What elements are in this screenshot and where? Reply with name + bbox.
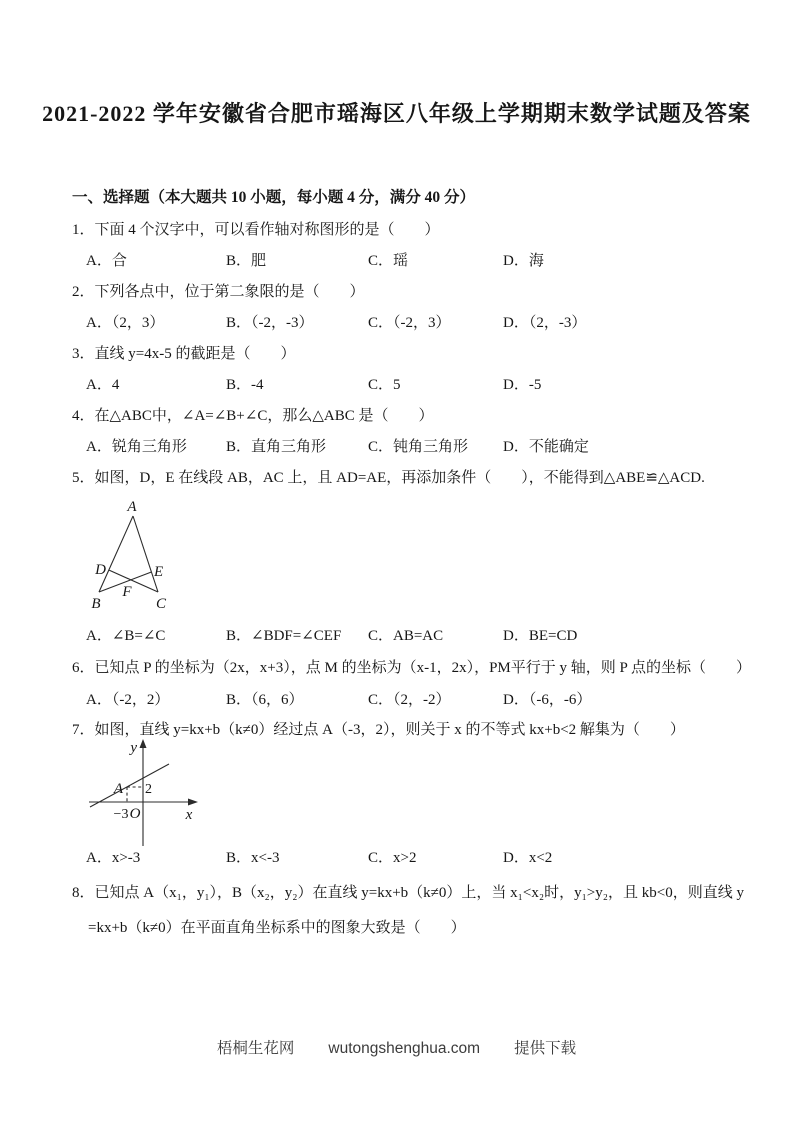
option-2c: C．（-2，3） <box>368 315 451 331</box>
option-7b: B．x<-3 <box>226 850 280 866</box>
option-4c: C．钝角三角形 <box>368 439 469 455</box>
page-title: 2021-2022 学年安徽省合肥市瑶海区八年级上学期期末数学试题及答案 <box>42 101 751 126</box>
question-7-text: 7．如图，直线 y=kx+b（k≠0）经过点 A（-3，2），则关于 x 的不等式 kx+b<2 解集为（ ） <box>72 722 685 738</box>
option-4b: B．直角三角形 <box>226 439 327 455</box>
label-d: D <box>95 562 106 578</box>
option-6b: B．（6，6） <box>226 692 304 708</box>
question-2-options <box>86 313 769 333</box>
question-5-options <box>86 626 769 646</box>
y-axis-arrow <box>140 739 147 748</box>
option-5d: D．BE=CD <box>503 628 578 644</box>
question-8-text-line1: 8．已知点 A（x₁，y₁），B（x₂，y₂）在直线 y=kx+b（k≠0）上，当 x₁<x₂时，y₁>y₂，且 kb<0，则直线 y <box>72 885 744 901</box>
x-axis-label: x <box>185 807 193 823</box>
triangle-figure <box>85 496 185 614</box>
option-5a: A．∠B=∠C <box>86 628 166 644</box>
question-1-options <box>86 251 769 271</box>
option-3b: B．-4 <box>226 377 264 393</box>
question-5-text: 5．如图，D，E 在线段 AB，AC 上，且 AD=AE，再添加条件（ ），不能得到△ABE≌△ACD. <box>72 470 705 486</box>
question-3-text: 3．直线 y=4x-5 的截距是（ ） <box>72 346 296 362</box>
segment-dc <box>109 570 158 592</box>
label-b: B <box>91 596 101 612</box>
footer-download-text: 提供下载 <box>514 1040 577 1057</box>
graph-line <box>90 764 169 807</box>
option-5c: C．AB=AC <box>368 628 444 644</box>
option-3a: A．4 <box>86 377 120 393</box>
option-7a: A．x>-3 <box>86 850 141 866</box>
option-5b: B．∠BDF=∠CEF <box>226 628 342 644</box>
question-6-options <box>86 690 769 710</box>
label-a: A <box>127 499 137 515</box>
label-e: E <box>154 564 164 580</box>
option-4d: D．不能确定 <box>503 439 589 455</box>
option-4a: A．锐角三角形 <box>86 439 187 455</box>
option-2a: A．（2，3） <box>86 315 165 331</box>
option-1b: B．肥 <box>226 253 267 269</box>
question-8-text-line2: =kx+b（k≠0）在平面直角坐标系中的图象大致是（ ） <box>88 920 466 936</box>
y-axis-label: y <box>130 740 137 756</box>
section-heading: 一、选择题（本大题共 10 小题，每小题 4 分，满分 40 分） <box>72 189 476 206</box>
y-value-label: 2 <box>145 782 152 797</box>
side-ac <box>133 516 158 592</box>
question-6-text: 6．已知点 P 的坐标为（2x，x+3），点 M 的坐标为（x-1，2x），PM平行于 y 轴，则 P 点的坐标（ ） <box>72 660 752 676</box>
option-1c: C．瑶 <box>368 253 409 269</box>
option-6d: D．（-6，-6） <box>503 692 592 708</box>
footer-site-name: 梧桐生花网 <box>216 1040 295 1057</box>
option-3d: D．-5 <box>503 377 542 393</box>
option-6c: C．（2，-2） <box>368 692 451 708</box>
footer-site-url: wutongshenghua.com <box>328 1040 481 1057</box>
option-3c: C．5 <box>368 377 401 393</box>
question-7-options <box>86 848 769 868</box>
origin-label: O <box>129 806 141 822</box>
question-4-text: 4．在△ABC中，∠A=∠B+∠C，那么△ABC 是（ ） <box>72 408 434 424</box>
point-a-label: A <box>113 781 123 797</box>
x-axis-arrow <box>188 799 198 806</box>
option-1d: D．海 <box>503 253 544 269</box>
page-footer <box>0 1039 793 1059</box>
x-value-label: −3 <box>113 807 129 822</box>
option-7d: D．x<2 <box>503 850 553 866</box>
question-1-text: 1．下面 4 个汉字中，可以看作轴对称图形的是（ ） <box>72 222 440 238</box>
option-1a: A．合 <box>86 253 127 269</box>
label-c: C <box>155 596 167 612</box>
question-3-options <box>86 375 769 395</box>
option-6a: A．（-2，2） <box>86 692 170 708</box>
option-2d: D．（2，-3） <box>503 315 587 331</box>
line-graph-figure <box>85 738 200 850</box>
option-7c: C．x>2 <box>368 850 417 866</box>
question-2-text: 2．下列各点中，位于第二象限的是（ ） <box>72 284 365 300</box>
label-f: F <box>122 584 132 600</box>
option-2b: B．（-2，-3） <box>226 315 314 331</box>
question-4-options <box>86 437 769 457</box>
